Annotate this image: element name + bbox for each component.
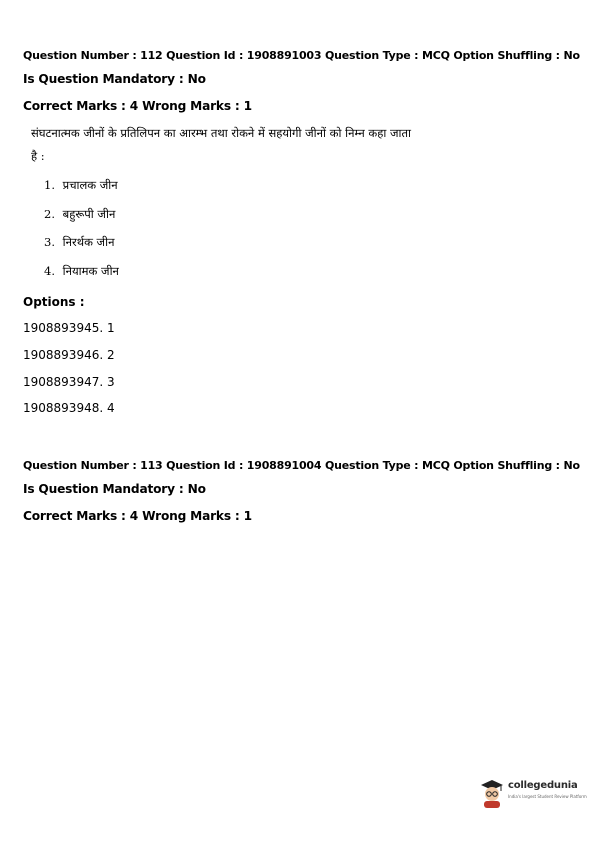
q112-option-3: 1908893947. 3 [23,375,115,389]
q113-mandatory: Is Question Mandatory : No [23,482,206,496]
q113-marks: Correct Marks : 4 Wrong Marks : 1 [23,509,252,523]
choice-text: नियामक जीन [62,264,119,278]
q112-choice-2 [44,207,115,222]
q112-mandatory: Is Question Mandatory : No [23,72,206,86]
q113-header-line1: Question Number : 113 Question Id : 1908891004 Question Type : MCQ Option Shuffling : No [23,459,580,472]
choice-text: बहुरूपी जीन [62,207,116,221]
choice-number: 4. [44,264,55,278]
q112-choice-1 [44,178,118,193]
q112-option-1: 1908893945. 1 [23,321,115,335]
q112-marks: Correct Marks : 4 Wrong Marks : 1 [23,99,252,113]
q112-option-4: 1908893948. 4 [23,401,115,415]
student-mascot-icon [479,778,505,808]
logo-tagline: India's largest Student Review Platform [508,794,587,799]
choice-text: निरर्थक जीन [62,235,115,249]
q112-question-line1: संघटनात्मक जीनों के प्रतिलिपन का आरम्भ तथा रोकने में सहयोगी जीनों को निम्न कहा जाता [31,126,412,140]
logo-name: collegedunia [508,780,578,791]
q112-question-line2: है : [31,149,45,163]
q112-options-label: Options : [23,295,85,309]
choice-number: 3. [44,235,55,249]
choice-number: 2. [44,207,55,221]
q112-choice-4 [44,264,119,279]
choice-text: प्रचालक जीन [62,178,118,192]
q112-choice-3 [44,235,114,250]
q112-header-line1: Question Number : 112 Question Id : 1908891003 Question Type : MCQ Option Shuffling : No [23,49,580,62]
q112-option-2: 1908893946. 2 [23,348,115,362]
choice-number: 1. [44,178,55,192]
collegedunia-logo [479,778,585,810]
